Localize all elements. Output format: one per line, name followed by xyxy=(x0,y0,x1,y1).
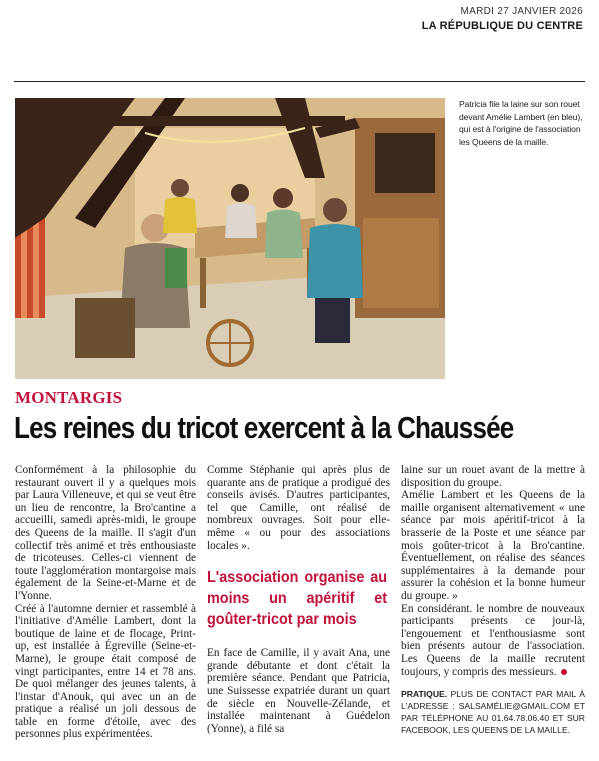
pull-quote: L'association organise au moins un apéritif et goûter-tricot par mois xyxy=(207,569,387,629)
paragraph: Amélie Lambert et les Queens de la maille organisent alternativement « une séance par mois apéritif-tricot à la brasserie de la Poste et une séance par mois goûter-tricot à la Bro'cantine. Éventuellement, on réalise des séances supplémentaires à la demande pour assurer la cohésion et la bonne humeur du groupe. » xyxy=(401,489,585,602)
article-column-3 xyxy=(401,464,585,736)
practical-info xyxy=(401,688,585,736)
issue-date: MARDI 27 JANVIER 2026 xyxy=(460,6,583,17)
section-kicker: MONTARGIS xyxy=(15,388,123,407)
paragraph: Créé à l'automne dernier et rassemblé à l'initiative d'Amélie Lambert, dont la boutique de laine et de flocage, Print-up, est installée à Égreville (Seine-et-Marne), le groupe était composé de vingt participantes, entre 14 et 78 ans. De quoi mélanger des jeunes talents, à l'instar d'Anouk, qui avec un an de pratique a réalisé un joli dessous de table en forme d'étoile, avec des personnes plus expérimentées. xyxy=(15,602,196,741)
article-headline: Les reines du tricot exercent à la Chaussée xyxy=(14,410,514,445)
paragraph xyxy=(401,603,585,679)
article-photo xyxy=(15,98,445,379)
paragraph: Conformément à la philosophie du restaurant ouvert il y a quelques mois par Laura Villeneuve, et qui se veut être un lieu de rencontre, la Bro'cantine a accueilli, samedi après-midi, le groupe des Queens de la maille. Il s'agit d'un collectif très animé et très enthousiaste de tricoteuses. Celles-ci viennent de toute l'agglomération montargoise mais également de la Seine-et-Marne et de l'Yonne. xyxy=(15,464,196,602)
article-column-2 xyxy=(207,464,390,735)
paragraph: laine sur un rouet avant de la mettre à disposition du groupe. xyxy=(401,464,585,489)
paragraph: En face de Camille, il y avait Ana, une grande débutante et dont c'était la première séance. Pendant que Patricia, une Suissesse expatriée durant un quart de siècle en Nouvelle-Zélande, et installée maintenant à Guédelon (Yonne), a filé sa xyxy=(207,647,390,735)
photo-caption: Patricia file la laine sur son rouet devant Amélie Lambert (en bleu), qui est à l'origine de l'association les Queens de la maille. xyxy=(459,99,583,147)
newspaper-name: LA RÉPUBLIQUE DU CENTRE xyxy=(421,20,583,32)
masthead xyxy=(422,6,583,32)
header-divider xyxy=(14,81,585,82)
paragraph: Comme Stéphanie qui après plus de quarante ans de pratique a prodigué des conseils avisés. D'autres participantes, tel que Camille, ont réalisé de nombreux ouvrages. Soit pour elle-même « ou pour des associations locales ». xyxy=(207,464,390,552)
closing-paragraph-text: En considérant. le nombre de nouveaux participants présents ce jour-là, l'engouement et l'enthousiasme sont bien présents autour de l'association. Les Queens de la maille recrutent toujours, y compris des messieurs. xyxy=(401,602,585,678)
article-column-1 xyxy=(15,464,196,741)
end-mark-icon xyxy=(561,669,567,675)
practical-label: PRATIQUE. xyxy=(401,689,448,700)
practical-text: PLUS DE CONTACT PAR MAIL À L'ADRESSE : SALSAMÉLIE@GMAIL.COM ET PAR TÉLÉPHONE AU 01.64.78.06.40 ET SUR FACEBOOK, LES QUEENS DE LA MAILLE. xyxy=(401,689,585,736)
